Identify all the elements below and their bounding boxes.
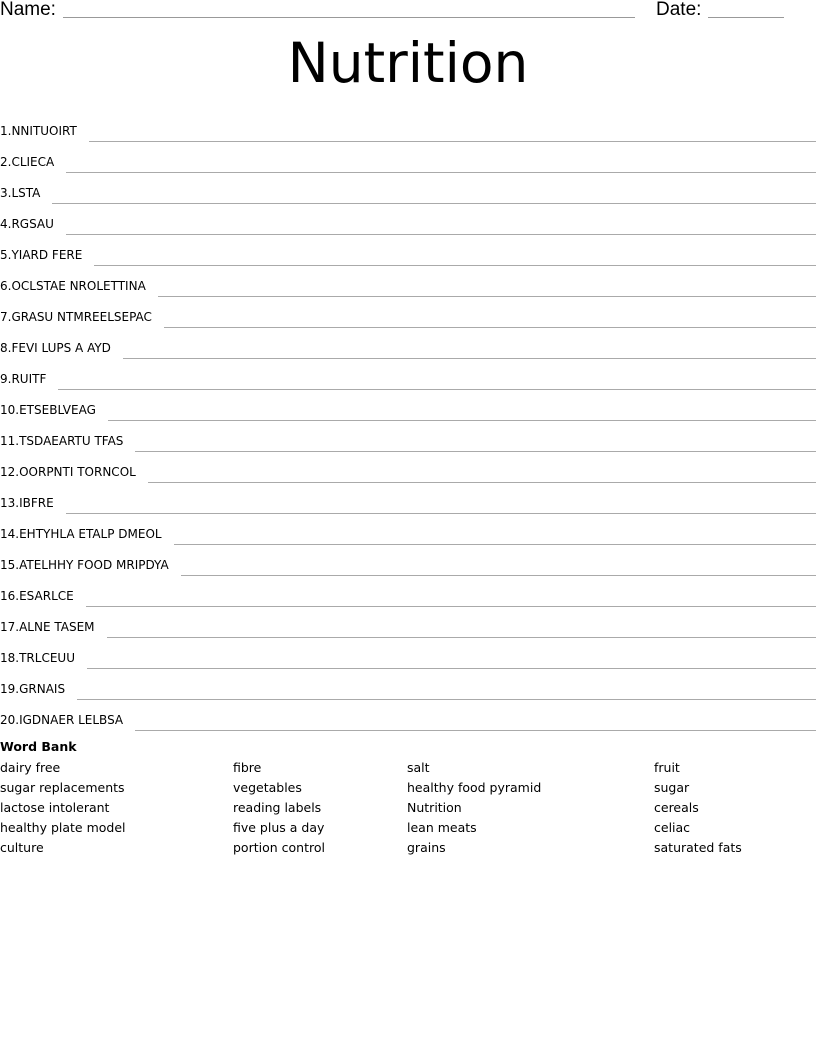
word-bank-item: Nutrition [407, 800, 462, 815]
scrambled-word: EHTYHLA ETALP DMEOL [19, 527, 162, 541]
question-number: 7. [0, 310, 12, 324]
answer-line [58, 388, 816, 390]
word-bank-item: lactose intolerant [0, 800, 110, 815]
answer-line [164, 326, 816, 328]
question-number: 11. [0, 434, 20, 448]
question-number: 10. [0, 403, 20, 417]
word-bank-item: grains [407, 840, 446, 855]
question-row [0, 640, 816, 671]
question-row [0, 547, 816, 578]
answer-line [86, 605, 816, 607]
answer-line [52, 202, 816, 204]
question-row [0, 361, 816, 392]
question-number: 20. [0, 713, 20, 727]
question-number: 12. [0, 465, 20, 479]
scrambled-word: NNITUOIRT [11, 124, 77, 138]
question-number: 8. [0, 341, 12, 355]
question-number: 19. [0, 682, 20, 696]
scrambled-word: YIARD FERE [11, 248, 83, 262]
question-number: 4. [0, 217, 12, 231]
word-bank-item: sugar [654, 780, 690, 795]
scrambled-word: GRASU NTMREELSEPAC [11, 310, 152, 324]
question-row [0, 175, 816, 206]
answer-line [135, 450, 816, 452]
question-number: 15. [0, 558, 20, 572]
word-bank-item: dairy free [0, 760, 61, 775]
answer-line [148, 481, 816, 483]
question-row [0, 299, 816, 330]
scrambled-word: RGSAU [11, 217, 54, 231]
question-number: 2. [0, 155, 12, 169]
word-bank-column [233, 760, 325, 860]
question-row [0, 702, 816, 733]
word-bank-item: sugar replacements [0, 780, 125, 795]
word-bank-column [0, 760, 126, 860]
question-number: 6. [0, 279, 12, 293]
word-bank-item: saturated fats [654, 840, 742, 855]
question-number: 13. [0, 496, 20, 510]
question-row [0, 206, 816, 237]
scrambled-word: ATELHHY FOOD MRIPDYA [19, 558, 169, 572]
scrambled-word: OCLSTAE NROLETTINA [11, 279, 146, 293]
word-bank-item: reading labels [233, 800, 322, 815]
answer-line [181, 574, 816, 576]
scrambled-word: GRNAIS [19, 682, 66, 696]
date-label: Date: [656, 0, 702, 20]
word-bank-column [654, 760, 742, 860]
answer-line [89, 140, 816, 142]
scrambled-word: TSDAEARTU TFAS [19, 434, 124, 448]
question-number: 18. [0, 651, 20, 665]
scrambled-word: IGDNAER LELBSA [19, 713, 124, 727]
word-bank-column [407, 760, 541, 860]
word-bank-item: five plus a day [233, 820, 325, 835]
answer-line [87, 667, 816, 669]
answer-line [123, 357, 816, 359]
word-bank-item: fibre [233, 760, 262, 775]
scrambled-word: ESARLCE [19, 589, 74, 603]
name-blank-line [63, 17, 635, 18]
word-bank-item: celiac [654, 820, 691, 835]
question-row [0, 268, 816, 299]
question-row [0, 237, 816, 268]
scrambled-word: FEVI LUPS A AYD [11, 341, 111, 355]
answer-line [135, 729, 816, 731]
word-bank-item: portion control [233, 840, 325, 855]
word-bank-item: cereals [654, 800, 699, 815]
scrambled-word: CLIECA [11, 155, 55, 169]
answer-line [174, 543, 816, 545]
question-number: 1. [0, 124, 12, 138]
question-row [0, 423, 816, 454]
question-row [0, 485, 816, 516]
answer-line [107, 636, 816, 638]
word-bank-item: lean meats [407, 820, 477, 835]
question-row [0, 609, 816, 640]
answer-line [94, 264, 816, 266]
scrambled-word: ALNE TASEM [19, 620, 95, 634]
scrambled-word: ETSEBLVEAG [19, 403, 96, 417]
scrambled-word: OORPNTI TORNCOL [19, 465, 136, 479]
word-bank-item: salt [407, 760, 430, 775]
question-number: 17. [0, 620, 20, 634]
answer-line [66, 233, 816, 235]
question-row [0, 392, 816, 423]
question-number: 16. [0, 589, 20, 603]
question-row [0, 454, 816, 485]
scrambled-word: IBFRE [19, 496, 54, 510]
scrambled-word: TRLCEUU [19, 651, 75, 665]
question-number: 5. [0, 248, 12, 262]
scrambled-word: LSTA [11, 186, 41, 200]
question-number: 14. [0, 527, 20, 541]
word-bank-item: fruit [654, 760, 680, 775]
word-bank-title: Word Bank [0, 739, 77, 754]
question-list [0, 113, 816, 733]
word-bank-item: healthy plate model [0, 820, 126, 835]
question-row [0, 671, 816, 702]
question-number: 9. [0, 372, 12, 386]
name-label: Name: [0, 0, 56, 20]
worksheet-header [0, 0, 816, 24]
scrambled-word: RUITF [11, 372, 47, 386]
question-row [0, 516, 816, 547]
question-row [0, 330, 816, 361]
answer-line [66, 171, 816, 173]
answer-line [158, 295, 816, 297]
question-row [0, 144, 816, 175]
word-bank-item: culture [0, 840, 44, 855]
word-bank-item: vegetables [233, 780, 302, 795]
word-bank-item: healthy food pyramid [407, 780, 542, 795]
question-number: 3. [0, 186, 12, 200]
page-title: Nutrition [287, 31, 529, 95]
question-row [0, 578, 816, 609]
answer-line [66, 512, 816, 514]
answer-line [108, 419, 816, 421]
question-row [0, 113, 816, 144]
date-blank-line [708, 17, 784, 18]
answer-line [77, 698, 816, 700]
